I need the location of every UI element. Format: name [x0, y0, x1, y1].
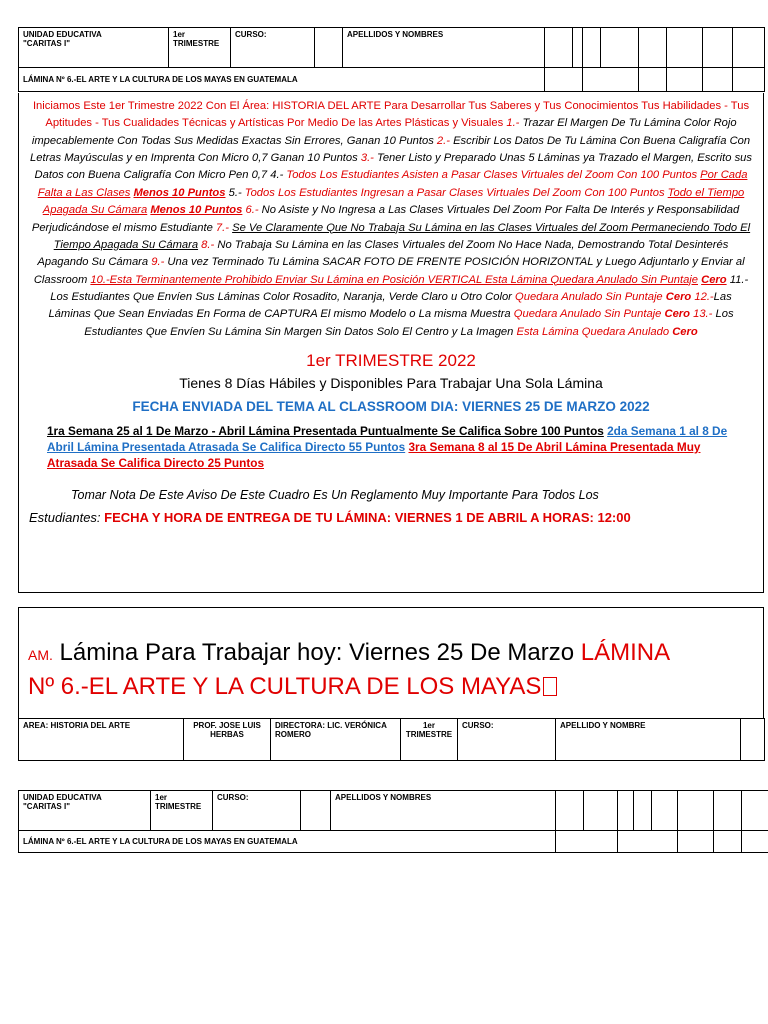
grid-cell — [742, 791, 768, 831]
grid-cell — [545, 68, 583, 92]
rule-3: Tener Listo y Preparado Unas 5 Láminas ya Trazado el Margen, Escrito sus Datos con Buena Caligrafía Con Micro Pen 0,7 4.- — [34, 152, 752, 182]
header-table-bottom — [18, 790, 768, 853]
weeks-schedule — [19, 414, 763, 472]
school-name: UNIDAD EDUCATIVA "CARITAS I" — [19, 791, 151, 831]
name-label: APELLIDO Y NOMBRE — [556, 719, 741, 761]
grid-cell — [545, 28, 573, 68]
today-line-1 — [28, 636, 763, 670]
director-cell: DIRECTORA: LIC. VERÓNICA ROMERO — [271, 719, 401, 761]
grid-cell — [733, 28, 765, 68]
rule-7: Se Ve Claramente Que No Trabaja Su Lámina en las Clases Virtuales del Zoom Permaneciendo Todo El Tiempo Apagada Su Cámara — [53, 221, 751, 251]
missing-glyph-icon — [543, 677, 557, 696]
area-cell: AREA: HISTORIA DEL ARTE — [19, 719, 184, 761]
sheet-heading: Nº 6.-EL ARTE Y LA CULTURA DE LOS MAYAS — [28, 672, 542, 700]
rule-10: 10.-Esta Terminantemente Prohibido Enviar Su Lámina en Posición VERTICAL Esta Lámina Quedara Anulado Sin Puntaje — [90, 273, 698, 286]
due-date: FECHA Y HORA DE ENTREGA DE TU LÁMINA: VIERNES 1 DE ABRIL A HORAS: 12:00 — [100, 509, 631, 525]
rule-8: No Trabaja Su Lámina en las Clases Virtuales del Zoom No Hace Nada, Demostrando Total Desinterés Apagando Su Cámara — [37, 238, 729, 269]
grid-cell — [618, 831, 678, 853]
rules-text: Iniciamos Este 1er Trimestre 2022 Con El Área: HISTORIA DEL ARTE Para Desarrollar Tus Saberes y Tus Conocimientos Tus Habilidades - Tus Aptitudes - Tus Cualidades Técnicas y Artísticas Por Medio De las Artes Plásticas y Visuales 1.- Trazar El Margen De Tu Lámina Color Rojo impecablemente Con Todas Sus Medidas Exactas Sin Errores, Ganan 10 Puntos 2.- Escribir Los Datos De Tu Lámina Con Buena Caligrafía Con Letras Mayúsculas y en Imprenta Con Micro 0,7 Ganan 10 Puntos 3.- Tener Listo y Preparado Unas 5 Láminas ya Trazado el Margen, Escrito sus Datos con Buena Caligrafía Con Micro Pen 0,7 4.- Todos Los Estudiantes Asisten a Pasar Clases Virtuales del Zoom Con 100 Puntos Por Cada Falta a Las Clases Menos 10 Puntos 5.- Todos Los Estudiantes Ingresan a Pasar Clases Virtuales Del Zoom Con 100 Puntos Todo el Tiempo Apagada Su Cámara Menos 10 Puntos 6.- No Asiste y No Ingresa a Las Clases Virtuales Del Zoom Por Falta De Interés y Responsabilidad Perjudicándose el mismo Estudiante 7.- Se Ve Claramente Que No Trabaja Su Lámina en las Clases Virtuales del Zoom Permaneciendo Todo El Tiempo Apagada Su Cámara 8.- No Trabaja Su Lámina en las Clases Virtuales del Zoom No Hace Nada, Demostrando Total Desinterés Apagando Su Cámara 9.- Una vez Terminado Tu Lámina SACAR FOTO DE FRENTE POSICIÓN HORIZONTAL y Luego Adjuntarlo y Enviar al Classroom 10.-Esta Terminantemente Prohibido Enviar Su Lámina en Posición VERTICAL Esta Lámina Quedara Anulado Sin Puntaje Cero 11.-Los Estudiantes Que Envíen Sus Láminas Color Rosadito, Naranja, Verde Claro u Otro Color Quedara Anulado Sin Puntaje Cero 12.-Las Láminas Que Sean Enviadas En Forma de CAPTURA El mismo Modelo o La misma Muestra Quedara Anulado Sin Puntaje Cero 13.- Los Estudiantes Que Envíen Su Lámina Sin Margen Sin Datos Solo El Centro y La Imagen Esta Lámina Quedara Anulado Cero — [30, 100, 752, 338]
grid-cell — [639, 68, 667, 92]
grid-cell — [583, 28, 601, 68]
sheet-title: LÁMINA Nº 6.-EL ARTE Y LA CULTURA DE LOS MAYAS EN GUATEMALA — [19, 68, 545, 92]
week-1: 1ra Semana 25 al 1 De Marzo - Abril Lámina Presentada Puntualmente Se Califica Sobre 100 Puntos — [47, 424, 604, 439]
course-value — [301, 791, 331, 831]
grid-cell — [733, 68, 765, 92]
rule-13: Los Estudiantes Que Envíen Su Lámina Sin Margen Sin Datos Solo El Centro y La Imagen — [84, 308, 734, 338]
grid-cell — [667, 68, 703, 92]
today-box — [18, 607, 764, 718]
header-table-top — [18, 27, 765, 92]
grid-cell — [714, 791, 742, 831]
trimester-title: 1er TRIMESTRE 2022 — [306, 351, 476, 371]
grid-cell — [601, 28, 639, 68]
course-label: CURSO: — [231, 28, 315, 68]
grid-cell — [667, 28, 703, 68]
grid-cell — [634, 791, 652, 831]
school-name: UNIDAD EDUCATIVA "CARITAS I" — [19, 28, 169, 68]
grid-cell — [573, 28, 583, 68]
course-label: CURSO: — [213, 791, 301, 831]
rules-box — [18, 93, 764, 593]
grid-cell — [639, 28, 667, 68]
rule-6: No Asiste y No Ingresa a Las Clases Virtuales Del Zoom Por Falta De Interés y Responsabilidad Perjudicándose el mismo Estudiante — [31, 204, 740, 234]
rule-1: Trazar El Margen De Tu Lámina Color Rojo impecablemente Con Todas Sus Medidas Exactas Sin Errores, Ganan 10 Puntos — [31, 117, 737, 147]
course-value — [315, 28, 343, 68]
grid-cell — [556, 831, 618, 853]
rule-11: Los Estudiantes Que Envíen Sus Láminas Color Rosadito, Naranja, Verde Claro u Otro Color — [50, 290, 512, 303]
grid-cell — [652, 791, 678, 831]
week-2: 2da Semana 1 al 8 De Abril Lámina Presentada Atrasada Se Califica Directo 55 Puntos — [47, 424, 728, 454]
sheet-title: LÁMINA Nº 6.-EL ARTE Y LA CULTURA DE LOS MAYAS EN GUATEMALA — [19, 831, 556, 853]
grid-cell — [741, 719, 765, 761]
grid-cell — [714, 831, 742, 853]
week-3: 3ra Semana 8 al 15 De Abril Lámina Presentada Muy Atrasada Se Califica Directo 25 Puntos — [47, 439, 701, 470]
am-label: AM. — [28, 647, 53, 663]
grid-cell — [583, 68, 639, 92]
grid-cell — [678, 791, 714, 831]
due-line — [19, 510, 763, 525]
grid-cell — [556, 791, 584, 831]
rules-intro: Iniciamos Este 1er Trimestre 2022 Con El Área: HISTORIA DEL ARTE Para Desarrollar Tus Saberes y Tus Conocimientos Tus Habilidades - Tus Aptitudes - Tus Cualidades Técnicas y Artísticas Por Medio De las Artes Plásticas y Visuales — [32, 100, 750, 130]
rule-9: Una vez Terminado Tu Lámina SACAR FOTO DE FRENTE POSICIÓN HORIZONTAL y Luego Adjuntarlo y Enviar al Classroom — [33, 256, 745, 286]
grid-cell — [703, 68, 733, 92]
term-cell: 1er TRIMESTRE — [151, 791, 213, 831]
lamina-word: LÁMINA — [580, 639, 671, 666]
rule-5: Todos Los Estudiantes Ingresan a Pasar Clases Virtuales Del Zoom Con 100 Puntos — [241, 186, 665, 199]
notice-text: Tomar Nota De Este Aviso De Este Cuadro Es Un Reglamento Muy Importante Para Todos Los — [71, 487, 599, 502]
grid-cell — [618, 791, 634, 831]
rule-2: Escribir Los Datos De Tu Lámina Con Buena Caligrafía Con Letras Mayúsculas y en Imprenta Con Micro 0,7 Ganan 10 Puntos — [30, 134, 751, 165]
sent-date: FECHA ENVIADA DEL TEMA AL CLASSROOM DIA: VIERNES 25 DE MARZO 2022 — [132, 399, 650, 415]
due-prefix: Estudiantes: — [29, 509, 101, 525]
professor-cell: PROF. JOSE LUIS HERBAS — [184, 719, 271, 761]
grid-cell — [742, 831, 768, 853]
grid-cell — [703, 28, 733, 68]
names-label: APELLIDOS Y NOMBRES — [343, 28, 545, 68]
term-cell: 1er TRIMESTRE — [169, 28, 231, 68]
names-label: APELLIDOS Y NOMBRES — [331, 791, 556, 831]
days-text: Tienes 8 Días Hábiles y Disponibles Para Trabajar Una Sola Lámina — [179, 375, 603, 392]
rule-12: Las Láminas Que Sean Enviadas En Forma de CAPTURA El mismo Modelo o La misma Muestra — [48, 290, 732, 321]
course-label: CURSO: — [458, 719, 556, 761]
rule-4: Todos Los Estudiantes Asisten a Pasar Clases Virtuales del Zoom Con 100 Puntos — [283, 169, 698, 182]
term-cell: 1er TRIMESTRE — [401, 719, 458, 761]
grid-cell — [584, 791, 618, 831]
info-row-table — [18, 718, 765, 761]
today-text: Lámina Para Trabajar hoy: Viernes 25 De Marzo — [52, 639, 581, 666]
grid-cell — [678, 831, 714, 853]
today-line-2 — [28, 670, 763, 704]
